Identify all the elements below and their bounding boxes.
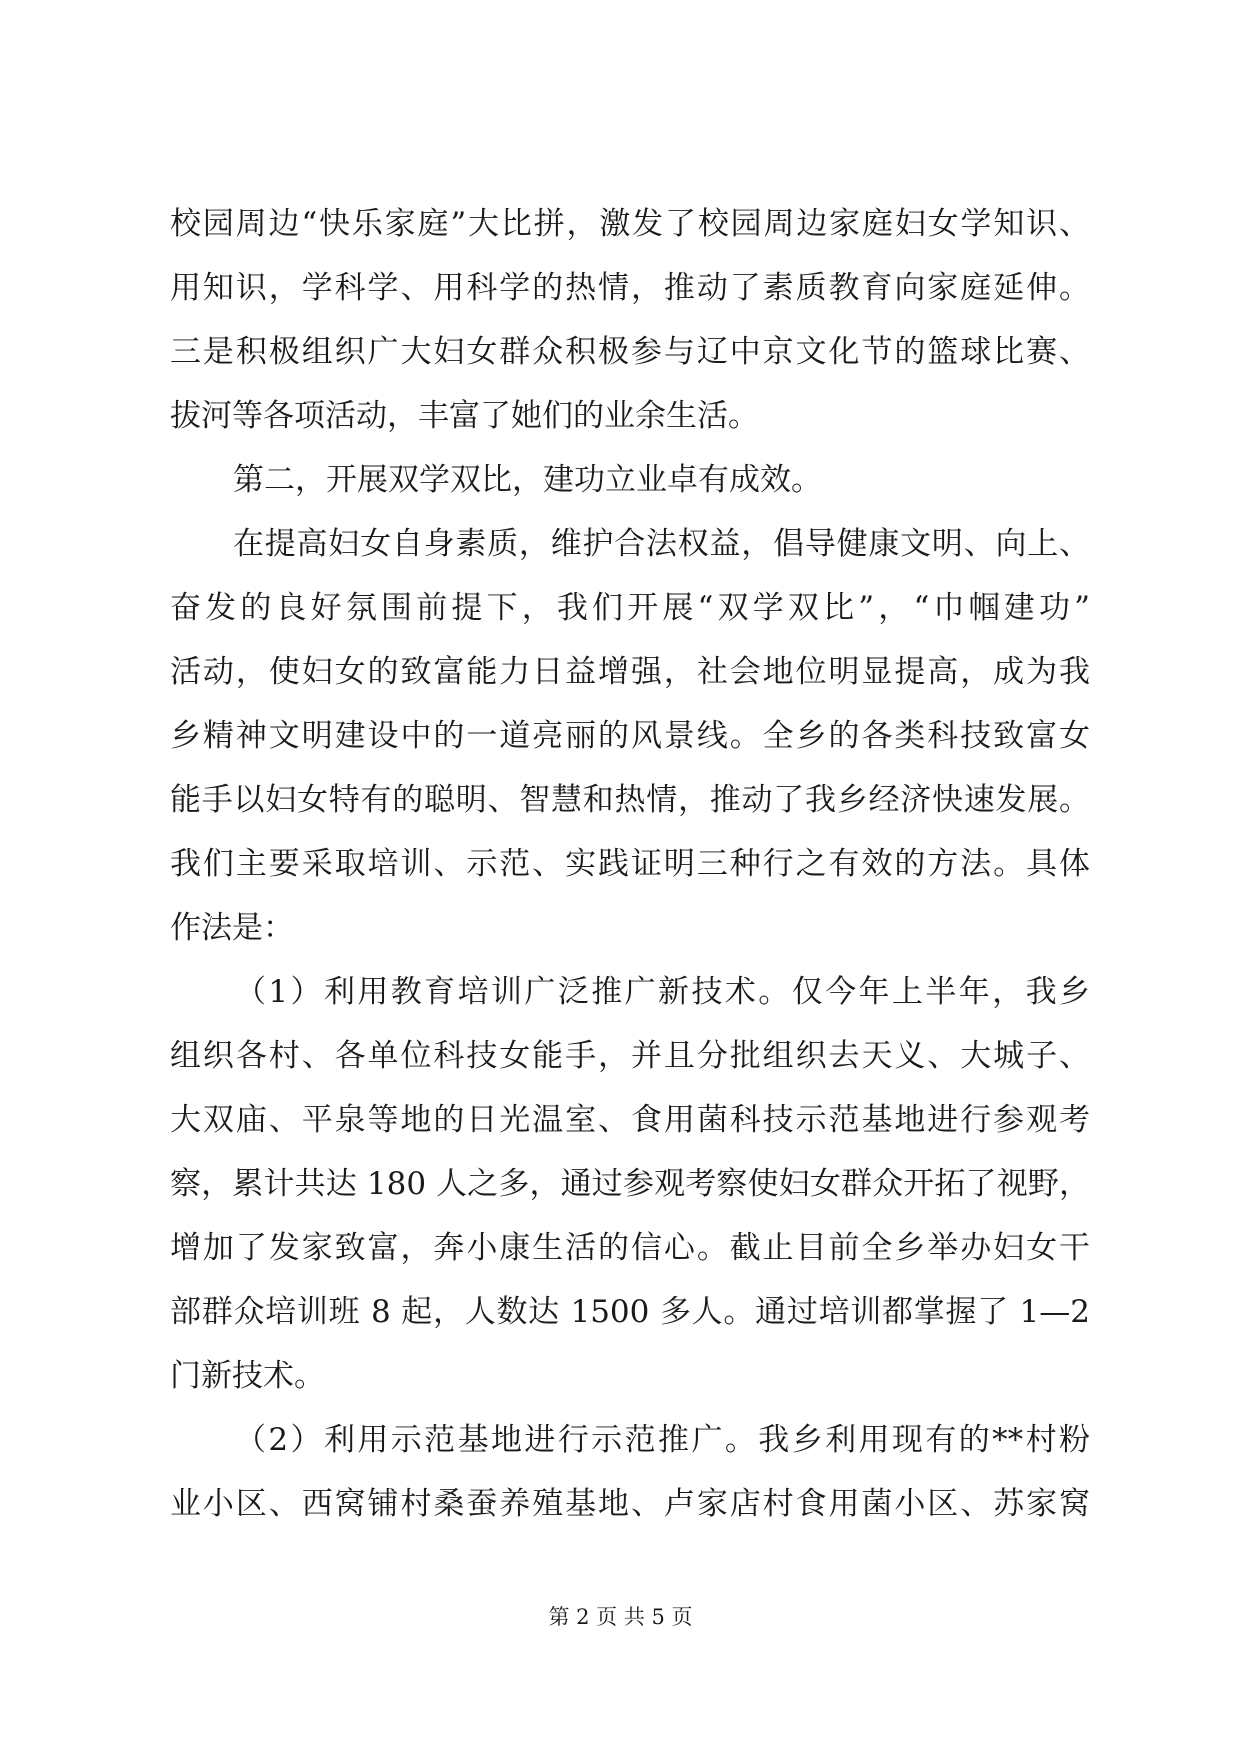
text-line: （2）利用示范基地进行示范推广。我乡利用现有的**村粉 (235, 1422, 1090, 1458)
text-line: 组织各村、各单位科技女能手，并且分批组织去天义、大城子、 (170, 1038, 1090, 1074)
text-line: 用知识，学科学、用科学的热情，推动了素质教育向家庭延伸。 (170, 270, 1090, 306)
text-line: 在提高妇女自身素质，维护合法权益，倡导健康文明、向上、 (233, 526, 1090, 562)
text-line: 我们主要采取培训、示范、实践证明三种行之有效的方法。具体 (170, 846, 1090, 882)
page-number-footer: 第 2 页 共 5 页 (548, 1605, 693, 1629)
section-heading: 第二，开展双学双比，建功立业卓有成效。 (233, 462, 822, 498)
text-line: 乡精神文明建设中的一道亮丽的风景线。全乡的各类科技致富女 (170, 718, 1090, 754)
text-line: （1）利用教育培训广泛推广新技术。仅今年上半年，我乡 (235, 974, 1090, 1010)
text-line: 部群众培训班 8 起，人数达 1500 多人。通过培训都掌握了 1—2 (170, 1294, 1090, 1330)
text-line: 拔河等各项活动，丰富了她们的业余生活。 (170, 398, 759, 434)
text-line: 增加了发家致富，奔小康生活的信心。截止目前全乡举办妇女干 (170, 1230, 1090, 1266)
text-line: 作法是： (170, 910, 294, 946)
text-line: 三是积极组织广大妇女群众积极参与辽中京文化节的篮球比赛、 (170, 334, 1090, 370)
text-line: 门新技术。 (170, 1358, 325, 1394)
text-line: 奋发的良好氛围前提下，我们开展“双学双比”，“巾帼建功” (170, 590, 1090, 626)
text-line: 业小区、西窝铺村桑蚕养殖基地、卢家店村食用菌小区、苏家窝 (170, 1486, 1090, 1522)
text-line: 活动，使妇女的致富能力日益增强，社会地位明显提高，成为我 (170, 654, 1090, 690)
text-line: 校园周边“快乐家庭”大比拼，激发了校园周边家庭妇女学知识、 (170, 206, 1090, 242)
text-line: 大双庙、平泉等地的日光温室、食用菌科技示范基地进行参观考 (170, 1102, 1090, 1138)
text-line: 能手以妇女特有的聪明、智慧和热情，推动了我乡经济快速发展。 (170, 782, 1090, 818)
text-line: 察，累计共达 180 人之多，通过参观考察使妇女群众开拓了视野， (170, 1166, 1090, 1202)
document-body (170, 192, 1090, 1536)
